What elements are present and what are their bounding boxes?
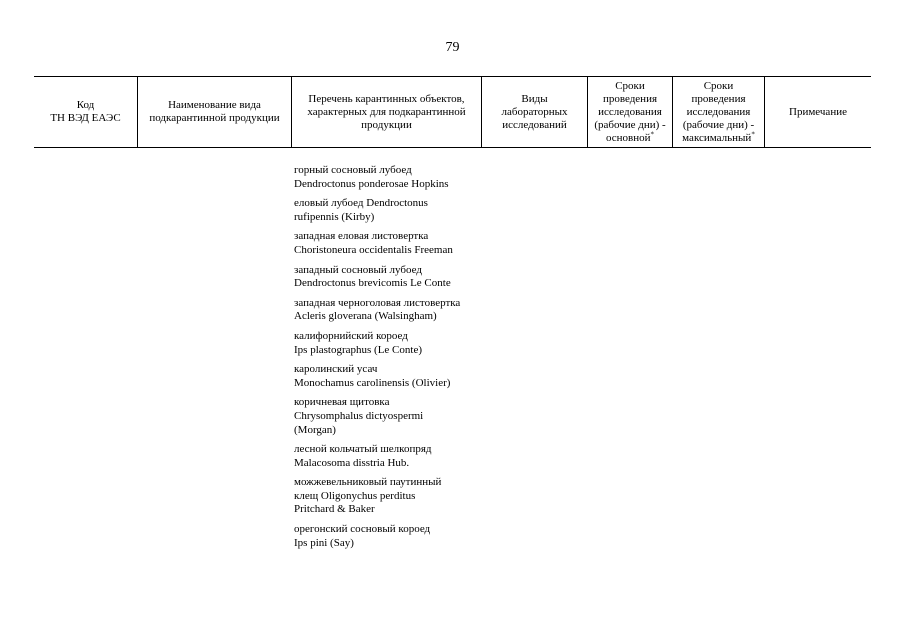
footnote-mark-main: * — [650, 129, 654, 138]
list-item-line: каролинский усач — [294, 363, 378, 376]
list-item-line: лесной кольчатый шелкопряд — [294, 443, 432, 456]
header-cell-quarantine-objects — [291, 77, 481, 147]
list-item-line: Choristoneura occidentalis Freeman — [294, 243, 453, 256]
list-item — [294, 396, 494, 437]
list-item — [294, 230, 494, 257]
header-quarantine-objects-text: Перечень карантинных объектов, характерных для подкарантинной продукции — [307, 92, 466, 131]
table-header — [34, 76, 871, 148]
list-item — [294, 330, 494, 357]
list-item-line: Chrysomphalus dictyospermi — [294, 409, 424, 422]
list-item-line: западная черноголовая листовертка — [294, 296, 461, 309]
header-note-text: Примечание — [789, 105, 847, 118]
list-item-line: Pritchard & Baker — [294, 503, 375, 516]
header-product-name-text: Наименование вида подкарантинной продукции — [149, 99, 280, 124]
list-item — [294, 197, 494, 224]
quarantine-objects-list — [294, 164, 494, 556]
header-lab-research-text: Виды лабораторных исследований — [501, 92, 568, 131]
list-item — [294, 297, 494, 324]
list-item — [294, 164, 494, 191]
footnote-mark-max: * — [751, 129, 755, 138]
header-cell-term-main — [587, 77, 672, 147]
list-item-line: орегонский сосновый короед — [294, 523, 431, 536]
list-item-line: Dendroctonus ponderosae Hopkins — [294, 177, 449, 190]
header-term-max-text — [682, 80, 755, 145]
list-item-line: Dendroctonus brevicomis Le Conte — [294, 277, 451, 290]
list-item-line: Monochamus carolinensis (Olivier) — [294, 376, 451, 389]
header-cell-code — [34, 77, 137, 147]
list-item-line: коричневая щитовка — [294, 396, 390, 409]
list-item-line: клещ Oligonychus perditus — [294, 489, 416, 502]
list-item-line: можжевельниковый паутинный — [294, 476, 442, 489]
list-item — [294, 443, 494, 470]
list-item-line: еловый лубоед Dendroctonus — [294, 197, 428, 210]
list-item-line: rufipennis (Kirby) — [294, 210, 375, 223]
list-item-line: (Morgan) — [294, 423, 336, 436]
page-number: 79 — [445, 40, 460, 55]
header-cell-note — [764, 77, 871, 147]
list-item-line: западная еловая листовертка — [294, 230, 429, 243]
header-term-main-label: Сроки проведения исследования (рабочие дни) - основной — [594, 79, 666, 144]
header-term-max-label: Сроки проведения исследования (рабочие дни) - максимальный — [682, 79, 755, 144]
list-item-line: западный сосновый лубоед — [294, 263, 422, 276]
list-item-line: калифорнийский короед — [294, 329, 408, 342]
list-item — [294, 363, 494, 390]
header-term-main-text — [594, 80, 665, 145]
header-code-text: Код ТН ВЭД ЕАЭС — [50, 99, 121, 124]
header-cell-lab-research — [481, 77, 587, 147]
list-item-line: Acleris gloverana (Walsingham) — [294, 310, 437, 323]
list-item-line: Ips plastographus (Le Conte) — [294, 343, 422, 356]
list-item-line: Malacosoma disstria Hub. — [294, 456, 410, 469]
list-item — [294, 476, 494, 517]
list-item — [294, 523, 494, 550]
header-cell-product-name — [137, 77, 291, 147]
list-item-line: горный сосновый лубоед — [294, 164, 412, 176]
header-cell-term-max — [672, 77, 764, 147]
list-item — [294, 264, 494, 291]
list-item-line: Ips pini (Say) — [294, 536, 354, 549]
